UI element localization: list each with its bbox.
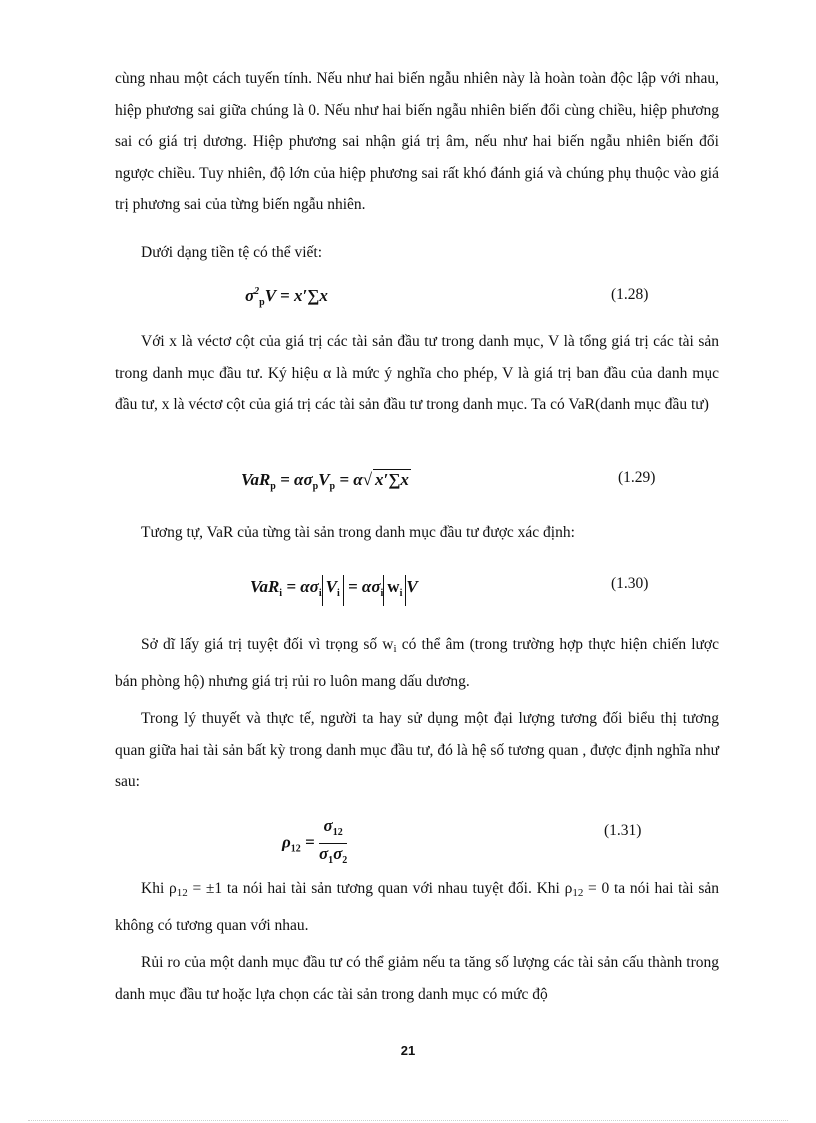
equation-1-31	[0, 816, 816, 866]
paragraph-asset-var: Tương tự, VaR của từng tài sản trong danh mục đầu tư được xác định:	[141, 524, 575, 541]
paragraph-currency-form: Dưới dạng tiền tệ có thể viết:	[141, 244, 323, 261]
equation-1-29	[0, 463, 816, 503]
equation-1-28	[0, 280, 816, 320]
paragraph-correlation-cases: Khi $\rho_{12} = \pm 1$ ta nói hai tài sản tương quan với nhau tuyệt đối. Khi $\rho_{12} = 0$ ta nói hai tài sản không có tương quan với nhau.	[115, 880, 719, 934]
paragraph-diversification: Rủi ro của một danh mục đầu tư có thể giảm nếu ta tăng số lượng các tài sản cấu thành trong danh mục đầu tư hoặc lựa chọn các tài sản trong danh mục có mức độ	[115, 954, 719, 1003]
equation-1-29-formula: $VaR_p = \alpha\sigma_pV_p = \alpha√$ x′∑x	[241, 470, 409, 492]
equation-1-28-formula: $\sigma^2_pV = x'\sum x$	[245, 286, 328, 308]
equation-1-28-number: (1.28)	[611, 286, 649, 303]
equation-1-30-number: (1.30)	[611, 575, 649, 592]
equation-1-30-formula: $VaR_i = \alpha\sigma_i$ $V_i = \alpha\sigma_i$ $w_i$ V	[250, 575, 418, 606]
footer-divider	[28, 1120, 788, 1121]
page-number: 21	[400, 1043, 416, 1058]
equation-1-31-number: (1.31)	[604, 822, 642, 839]
paragraph-covariance: cùng nhau một cách tuyến tính. Nếu như hai biến ngẫu nhiên này là hoàn toàn độc lập với nhau, hiệp phương sai giữa chúng là 0. Nếu như hai biến ngẫu nhiên biến đổi cùng chiều, hiệp phương sai có giá trị dương. Hiệp phương sai nhận giá trị âm, nếu như hai biến ngẫu nhiên biến đổi ngược chiều. Tuy nhiên, độ lớn của hiệp phương sai rất khó đánh giá và chúng phụ thuộc vào giá trị phương sai của từng biến ngẫu nhiên.	[115, 70, 719, 213]
equation-1-29-number: (1.29)	[618, 469, 656, 486]
equation-1-30	[0, 569, 816, 609]
paragraph-absolute-value: Sở dĩ lấy giá trị tuyệt đối vì trọng số $w_i$ có thể âm (trong trường hợp thực hiện chiến lược bán phòng hộ) nhưng giá trị rủi ro luôn mang dấu dương.	[115, 636, 719, 690]
paragraph-correlation: Trong lý thuyết và thực tế, người ta hay sử dụng một đại lượng tương đối biểu thị tương quan giữa hai tài sản bất kỳ trong danh mục đầu tư, đó là hệ số tương quan , được định nghĩa như sau:	[115, 710, 719, 790]
equation-1-31-formula: $\rho_{12}$ = $\frac{\sigma_{12}}{\sigma_1\sigma_2}$	[282, 816, 348, 866]
paragraph-var-definition: Với x là véctơ cột của giá trị các tài sản đầu tư trong danh mục, V là tổng giá trị các tài sản trong danh mục đầu tư. Ký hiệu α là mức ý nghĩa cho phép, V là giá trị ban đầu của danh mục đầu tư, x là véctơ cột của giá trị các tài sản đầu tư trong danh mục. Ta có VaR(danh mục đầu tư)	[115, 333, 719, 413]
